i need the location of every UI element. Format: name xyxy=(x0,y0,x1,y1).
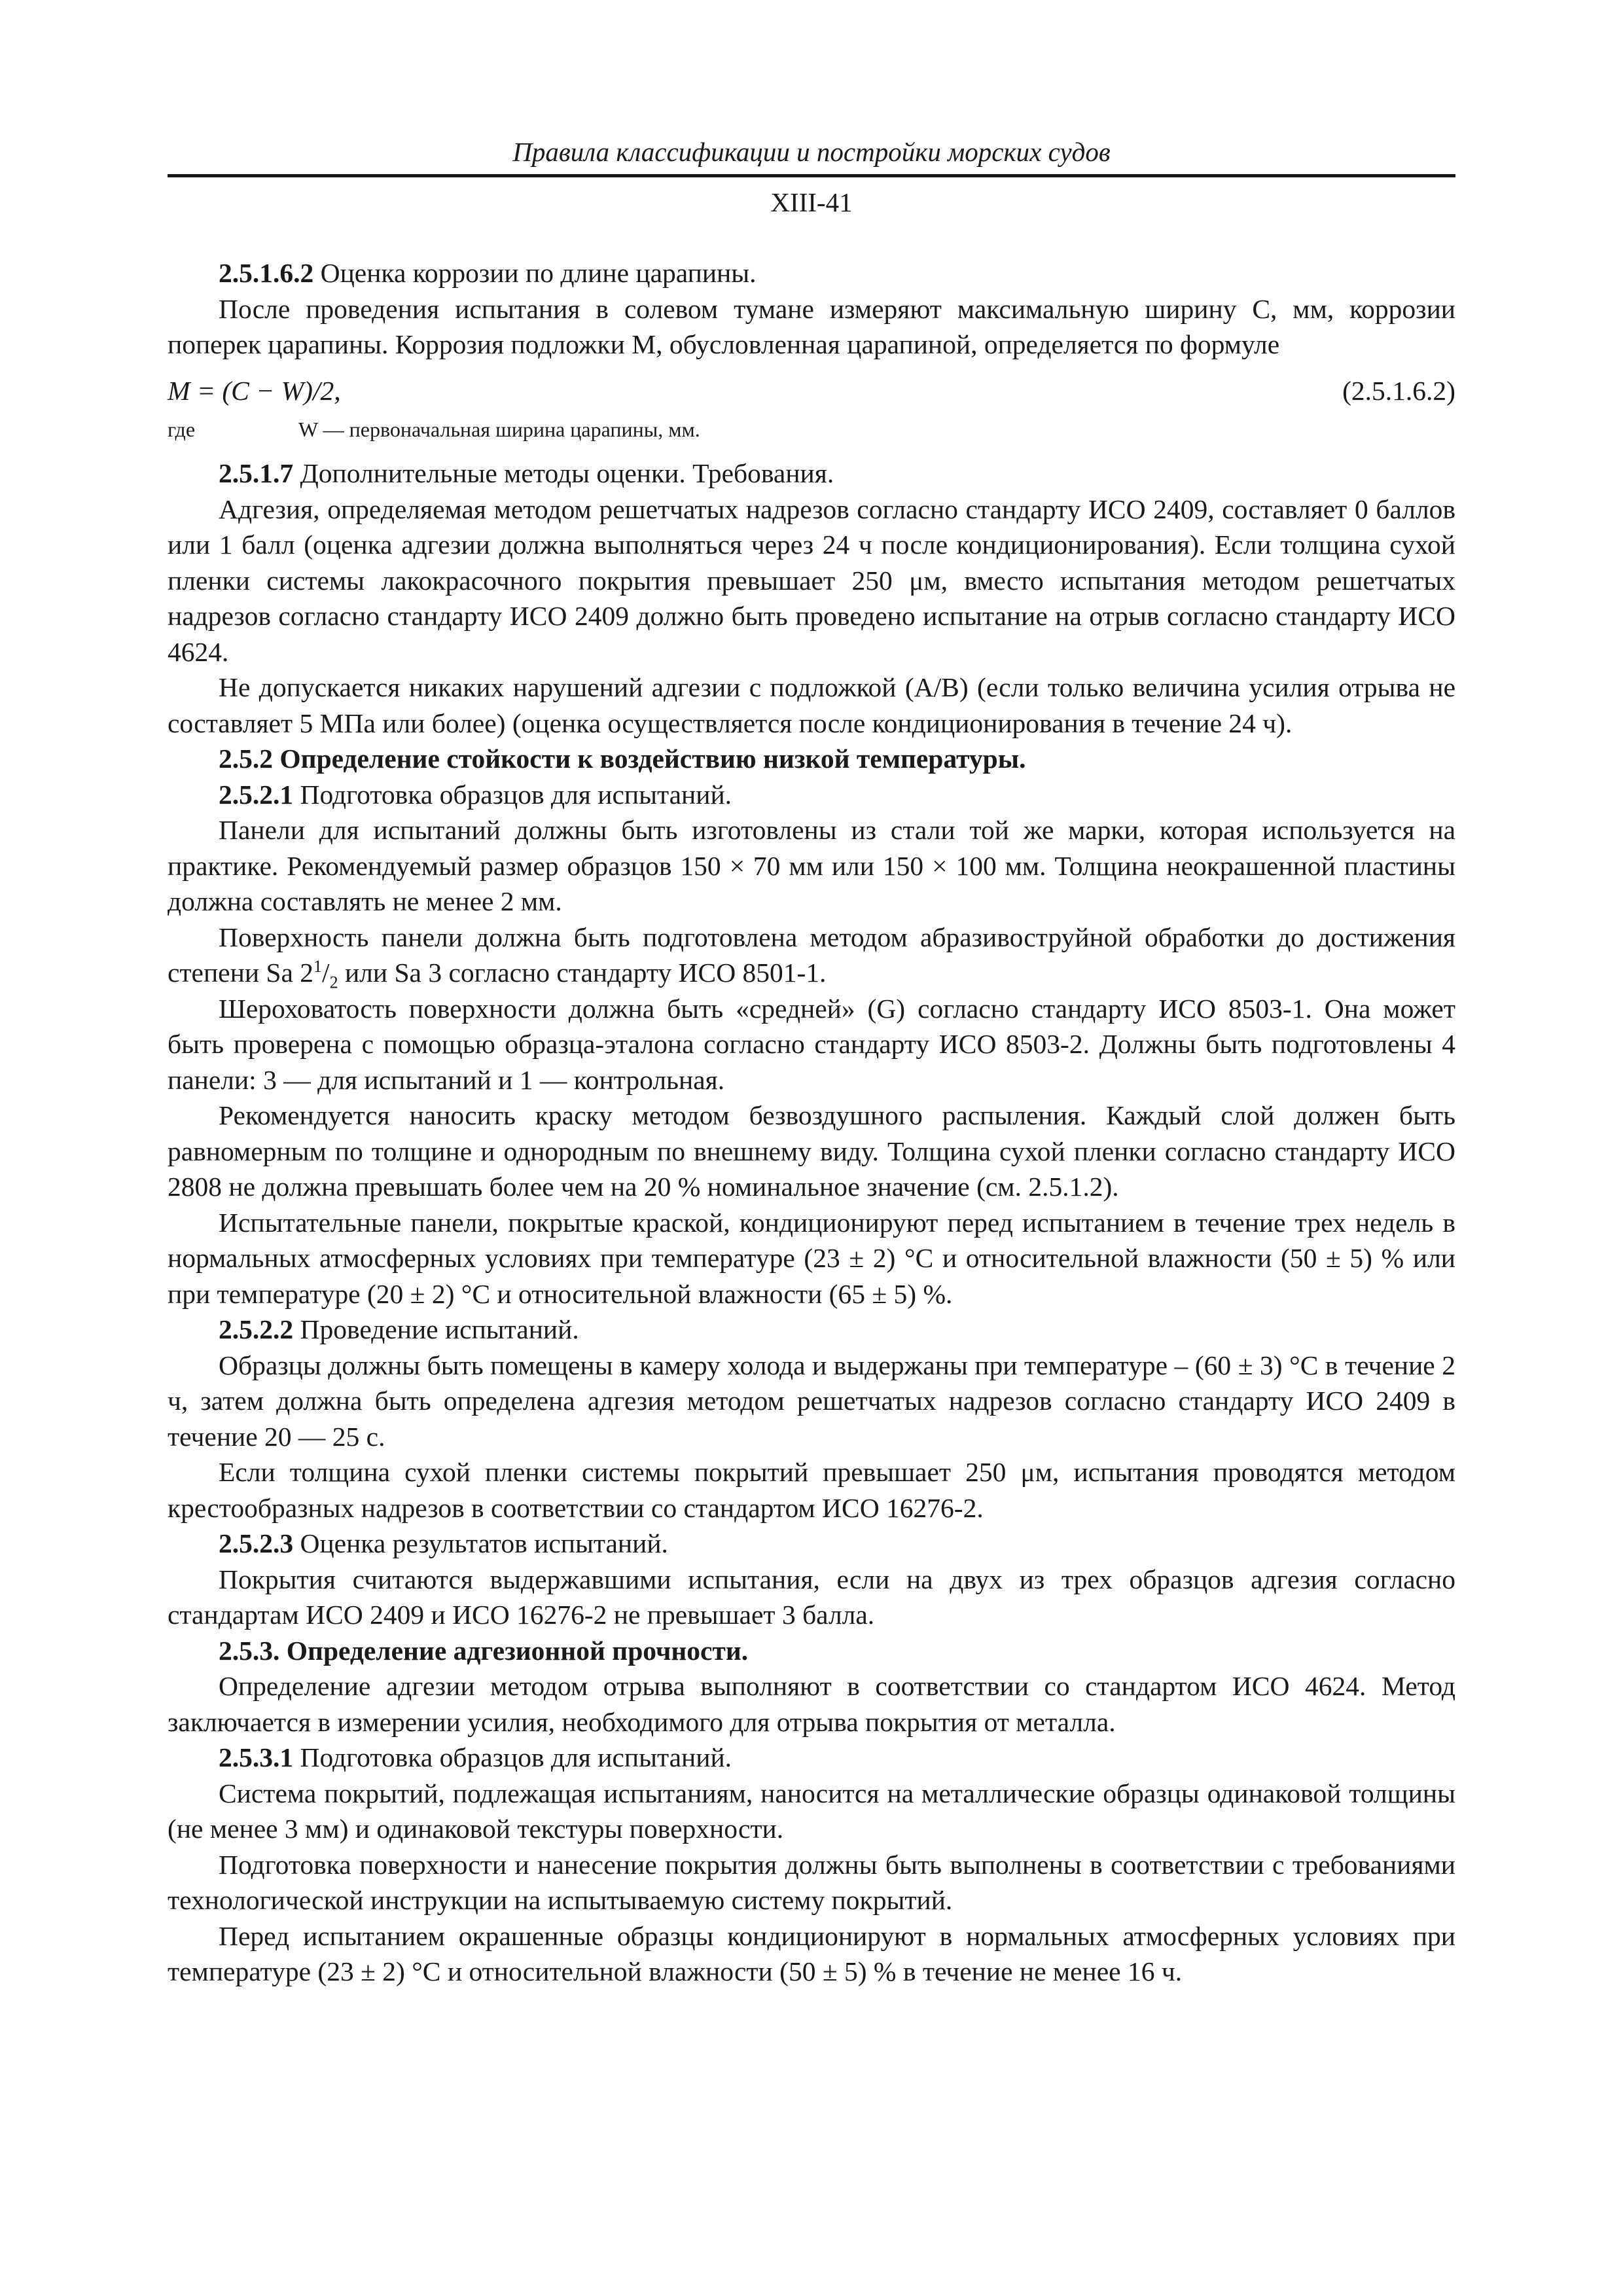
section-heading-2-5-2-1 xyxy=(168,777,1455,813)
paragraph: Подготовка поверхности и нанесение покрытия должны быть выполнены в соответствии с требованиями технологической инструкции на испытываемую систему покрытий. xyxy=(168,1849,1455,1915)
section-title: Проведение испытаний. xyxy=(293,1314,579,1344)
paragraph: Адгезия, определяемая методом решетчатых надрезов согласно стандарту ИСО 2409, составляет 0 баллов или 1 балл (оценка адгезии должна выполняться через 24 ч после кондиционирования). Если толщина сухой пленки системы лакокрасочного покрытия превышает 250 μм, вместо испытания методом решетчатых надрезов согласно стандарту ИСО 2409 должно быть проведено испытание на отрыв согласно стандарту ИСО 4624. xyxy=(168,493,1455,667)
section-title: Подготовка образцов для испытаний. xyxy=(293,779,732,810)
section-title: Оценка результатов испытаний. xyxy=(293,1528,668,1558)
section-heading-2-5-2 xyxy=(168,741,1455,777)
legend-text: W — первоначальная ширина царапины, мм. xyxy=(298,418,700,441)
paragraph: Шероховатость поверхности должна быть «средней» (G) согласно стандарту ИСО 8503-1. Она может быть проверена с помощью образца-эталона согласно стандарту ИСО 8503-2. Должны быть подготовлены 4 панели: 3 — для испытаний и 1 — контрольная. xyxy=(168,993,1455,1095)
paragraph: После проведения испытания в солевом тумане измеряют максимальную ширину C, мм, коррозии поперек царапины. Коррозия подложки M, обусловленная царапиной, определяется по формуле xyxy=(168,293,1455,359)
section-number: 2.5.1.7 xyxy=(219,458,294,488)
paragraph-sa-grade xyxy=(168,920,1455,991)
section-heading-2-5-1-7 xyxy=(168,456,1455,492)
section-number: 2.5.2.3 xyxy=(219,1528,294,1558)
paragraph: Рекомендуется наносить краску методом безвоздушного распыления. Каждый слой должен быть равномерным по толщине и однородным по внешнему виду. Толщина сухой пленки согласно стандарту ИСО 2808 не должна превышать более чем на 20 % номинальное значение (см. 2.5.1.2). xyxy=(168,1100,1455,1202)
formula-legend xyxy=(168,415,1455,444)
section-number: 2.5.2.1 xyxy=(219,779,294,810)
paragraph: Определение адгезии методом отрыва выполняют в соответствии со стандартом ИСО 4624. Метод заключается в измерении усилия, необходимого для отрыва покрытия от металла. xyxy=(168,1671,1455,1737)
paragraph: Испытательные панели, покрытые краской, кондиционируют перед испытанием в течение трех недель в нормальных атмосферных условиях при температуре (23 ± 2) °C и относительной влажности (50 ± 5) % или при температуре (20 ± 2) °C и относительной влажности (65 ± 5) %. xyxy=(168,1207,1455,1309)
text: или Sa 3 согласно стандарту ИСО 8501-1. xyxy=(338,958,827,988)
section-number: 2.5.2.2 xyxy=(219,1314,294,1344)
formula-line xyxy=(168,373,1455,409)
section-heading-text: 2.5.2 Определение стойкости к воздействию низкой температуры. xyxy=(219,744,1026,774)
section-number: 2.5.1.6.2 xyxy=(219,258,314,288)
section-heading-2-5-3 xyxy=(168,1633,1455,1669)
legend-label: где xyxy=(168,418,196,441)
header-rule xyxy=(168,174,1455,177)
paragraph: Перед испытанием окрашенные образцы кондиционируют в нормальных атмосферных условиях при температуре (23 ± 2) °C и относительной влажности (50 ± 5) % в течение не менее 16 ч. xyxy=(168,1920,1455,1986)
paragraph: Система покрытий, подлежащая испытаниям, наносится на металлические образцы одинаковой толщины (не менее 3 мм) и одинаковой текстуры поверхности. xyxy=(168,1778,1455,1844)
fraction-denominator: 2 xyxy=(329,973,338,992)
page-number: XIII-41 xyxy=(770,187,853,217)
running-title: Правила классификации и постройки морских судов xyxy=(512,137,1111,167)
section-title: Дополнительные методы оценки. Требования. xyxy=(293,458,834,488)
paragraph: Если толщина сухой пленки системы покрытий превышает 250 μм, испытания проводятся методом крестообразных надрезов в соответствии со стандартом ИСО 16276-2. xyxy=(168,1457,1455,1523)
fraction-numerator: 1 xyxy=(313,957,323,977)
formula: M = (C − W)/2, xyxy=(168,375,341,406)
section-heading-2-5-2-3 xyxy=(168,1526,1455,1562)
paragraph: Панели для испытаний должны быть изготовлены из стали той же марки, которая используется на практике. Рекомендуемый размер образцов 150 × 70 мм или 150 × 100 мм. Толщина неокрашенной пластины должна составлять не менее 2 мм. xyxy=(168,815,1455,916)
section-title: Подготовка образцов для испытаний. xyxy=(293,1742,732,1772)
paragraph: Покрытия считаются выдержавшими испытания, если на двух из трех образцов адгезия согласно стандартам ИСО 2409 и ИСО 16276-2 не превышает 3 балла. xyxy=(168,1564,1455,1630)
formula-number: (2.5.1.6.2) xyxy=(1342,375,1455,406)
paragraph: Не допускается никаких нарушений адгезии с подложкой (A/B) (если только величина усилия отрыва не составляет 5 МПа или более) (оценка осуществляется после кондиционирования в течение 24 ч). xyxy=(168,672,1455,738)
section-heading-2-5-1-6-2 xyxy=(168,255,1455,291)
section-number: 2.5.3.1 xyxy=(219,1742,294,1772)
document-body xyxy=(168,255,1455,1990)
section-heading-2-5-2-2 xyxy=(168,1312,1455,1348)
paragraph: Образцы должны быть помещены в камеру холода и выдержаны при температуре – (60 ± 3) °C в течение 2 ч, затем должна быть определена адгезия методом решетчатых надрезов согласно стандарту ИСО 2409 в течение 20 — 25 с. xyxy=(168,1350,1455,1452)
fraction-slash: / xyxy=(322,958,330,988)
text: Поверхность панели должна быть подготовлена методом абразивоструйной обработки до достижения степени Sa 2 xyxy=(168,922,1455,988)
section-heading-text: 2.5.3. Определение адгезионной прочности. xyxy=(219,1635,749,1666)
section-title: Оценка коррозии по длине царапины. xyxy=(313,258,757,288)
section-heading-2-5-3-1 xyxy=(168,1740,1455,1776)
